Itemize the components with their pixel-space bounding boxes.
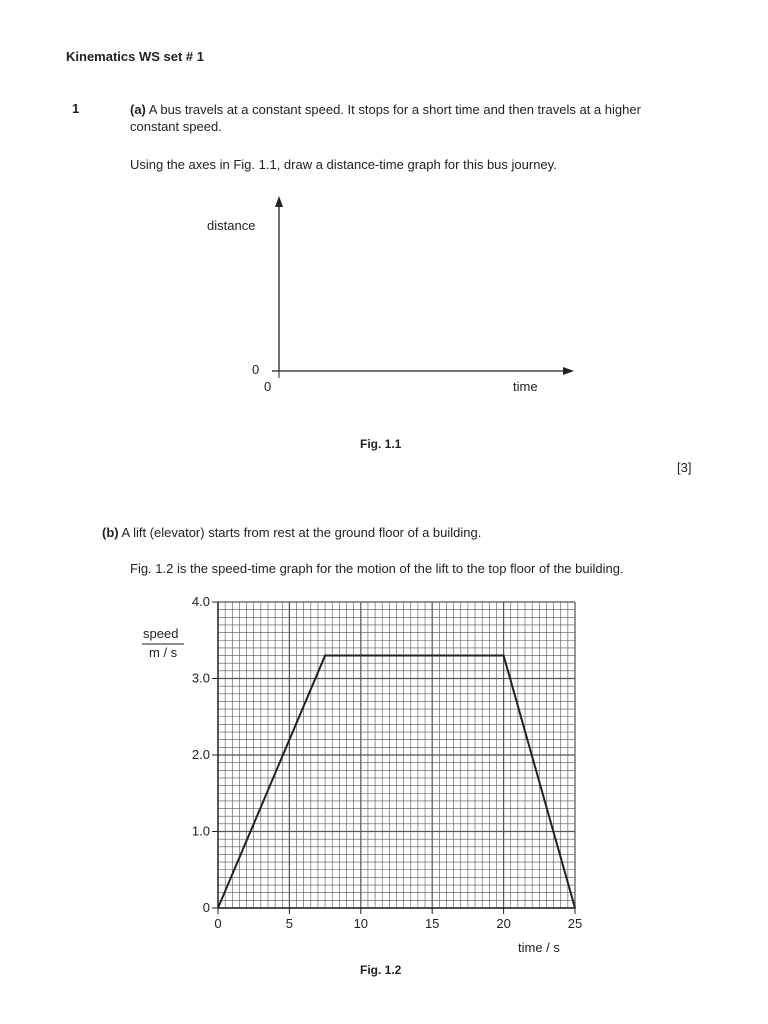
x-tick-label: 10 xyxy=(353,916,369,931)
y-axis-arrow xyxy=(275,196,283,207)
y-origin-label: 0 xyxy=(252,362,260,377)
y-tick-label: 1.0 xyxy=(191,823,210,839)
x-axis-label: time / s xyxy=(518,940,560,955)
part-a-statement: A bus travels at a constant speed. It stops for a short time and then travels at a higher constant speed. xyxy=(130,102,641,134)
series-point xyxy=(574,907,576,909)
part-a-label: (a) xyxy=(130,102,146,117)
part-b-instruction: Fig. 1.2 is the speed-time graph for the motion of the lift to the top floor of the building. xyxy=(130,561,624,576)
fig-1-2-caption: Fig. 1.2 xyxy=(360,963,402,977)
series-point xyxy=(503,655,505,657)
x-origin-label: 0 xyxy=(264,379,272,394)
x-tick-label: 20 xyxy=(496,916,511,931)
part-a-instruction: Using the axes in Fig. 1.1, draw a distance-time graph for this bus journey. xyxy=(130,157,557,172)
y-tick-label: 3.0 xyxy=(191,670,210,686)
y-tick-label: 0 xyxy=(202,900,210,915)
part-b-statement: A lift (elevator) starts from rest at the ground floor of a building. xyxy=(118,525,482,540)
y-tick-label: 4.0 xyxy=(191,594,210,609)
y-tick-label: 2.0 xyxy=(191,747,210,762)
x-tick-label: 5 xyxy=(285,916,294,931)
x-tick-label: 15 xyxy=(424,916,440,931)
part-b-text xyxy=(102,525,702,540)
y-axis-label-speed: speed xyxy=(143,626,179,641)
fig-1-1-caption: Fig. 1.1 xyxy=(360,437,402,451)
time-axis-label: time xyxy=(513,379,538,394)
question-number: 1 xyxy=(72,101,80,116)
series-point xyxy=(324,655,326,657)
part-a-text xyxy=(130,101,690,135)
distance-axis-label: distance xyxy=(207,218,256,233)
x-tick-label: 25 xyxy=(567,916,583,931)
worksheet-title: Kinematics WS set # 1 xyxy=(66,49,204,64)
x-axis-arrow xyxy=(563,367,574,375)
part-b-label: (b) xyxy=(102,525,119,540)
marks-label: [3] xyxy=(677,460,692,475)
fig-1-1-axes xyxy=(190,190,590,405)
x-tick-label: 0 xyxy=(214,916,222,931)
y-axis-label-units: m / s xyxy=(149,645,178,660)
speed-time-chart xyxy=(130,590,610,965)
series-point xyxy=(217,907,219,909)
